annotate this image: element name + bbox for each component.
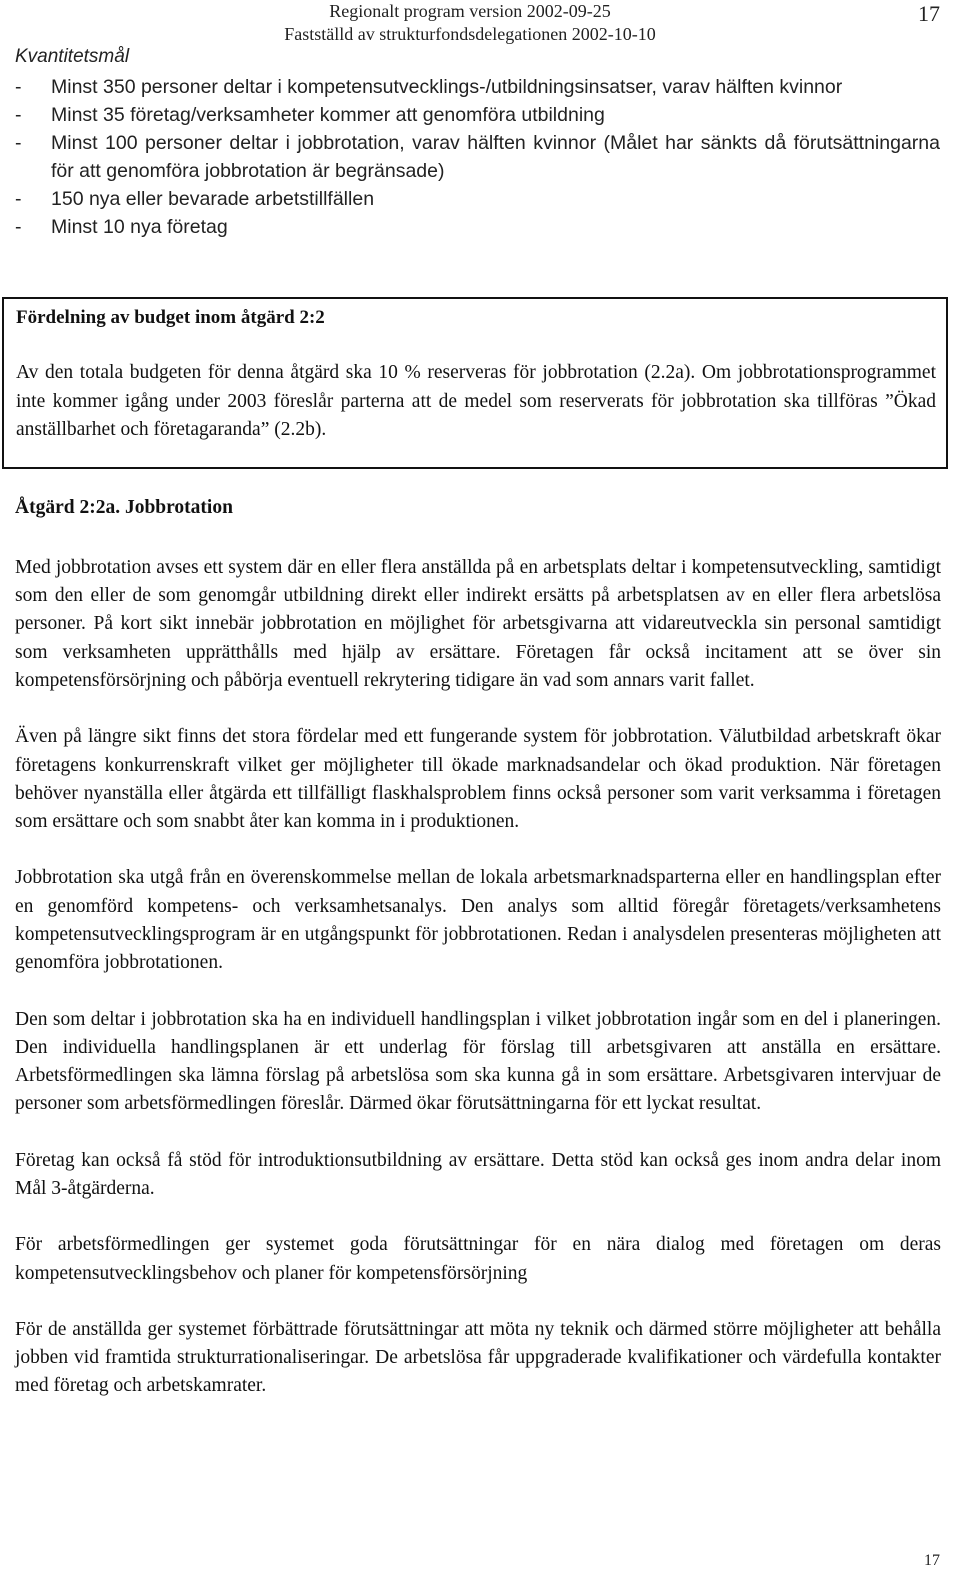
dash-marker: -	[15, 188, 22, 210]
body-paragraph: Även på längre sikt finns det stora fördelar med ett fungerande system för jobbrotation. Välutbildad arbetskraft ökar företagens konkurrenskraft vilket ger möjligheter till ökade marknadsandelar och ökad produktion. När företagen behöver nyanställa eller åtgärda ett tillfälligt flaskhalsproblem finns också personer som varit verksamma i företagen som ersättare och som snabbt åter kan komma in i produktionen.	[15, 726, 941, 832]
action-body	[15, 554, 941, 1429]
body-paragraph: Jobbrotation ska utgå från en överenskommelse mellan de lokala arbetsmarknadsparterna eller en handlingsplan efter en genomförd kompetens- och verksamhetsanalys. Den analys som alltid föregår företagets/verksamhetens kompetensutvecklingsprogram är en utgångspunkt för jobbrotationen. Redan i analysdelen presenteras möjligheten att genomföra jobbrotationen.	[15, 867, 941, 974]
budget-allocation-box	[2, 297, 948, 469]
page-header	[250, 0, 690, 46]
body-paragraph: Företag kan också få stöd för introduktionsutbildning av ersättare. Detta stöd kan också ges inom andra delar inom Mål 3-åtgärderna.	[15, 1149, 941, 1199]
page-number-top: 17	[918, 1, 940, 26]
body-paragraph: För arbetsförmedlingen ger systemet goda förutsättningar för en nära dialog med företagen om deras kompetensutvecklingsbehov och planer för kompetensförsörjning	[15, 1234, 941, 1284]
list-item	[15, 129, 940, 185]
quantitative-goals-list	[15, 73, 940, 241]
list-item-text: Minst 350 personer deltar i kompetensutvecklings-/utbildningsinsatser, varav hälften kvinnor	[51, 76, 843, 98]
list-item-text: 150 nya eller bevarade arbetstillfällen	[51, 188, 375, 210]
dash-marker: -	[15, 216, 22, 238]
dash-marker: -	[15, 76, 22, 98]
list-item	[15, 101, 940, 129]
page-number-bottom: 17	[924, 1552, 940, 1569]
list-item	[15, 73, 940, 101]
list-item-text: Minst 100 personer deltar i jobbrotation, varav hälften kvinnor (Målet har sänkts då förutsättningarna för att genomföra jobbrotation är begränsade)	[51, 132, 940, 182]
header-version-line: Regionalt program version 2002-09-25	[329, 1, 611, 21]
quantitative-goals-heading: Kvantitetsmål	[15, 46, 130, 67]
list-item	[15, 185, 940, 213]
dash-marker: -	[15, 132, 22, 154]
budget-heading: Fördelning av budget inom åtgärd 2:2	[16, 307, 325, 328]
body-paragraph: För de anställda ger systemet förbättrade förutsättningar att möta ny teknik och därmed större möjligheter att behålla jobben vid framtida strukturrationaliseringar. De arbetslösa får uppgraderade kvalifikationer och värdefulla kontakter med företag och arbetskamrater.	[15, 1319, 941, 1397]
body-paragraph: Med jobbrotation avses ett system där en eller flera anställda på en arbetsplats deltar i kompetensutveckling, samtidigt som den eller de som genomgår utbildning direkt eller indirekt ersätts på arbetsplatsen av en eller flera arbetslösa personer. På kort sikt innebär jobbrotation en möjlighet för arbetsgivarna att vidareutveckla sin personal samtidigt som verksamheten upprätthålls med hjälp av ersättare. Företagen får också incitament att se över sin kompetensförsörjning och påbörja eventuell rekrytering tidigare än vad som annars varit fallet.	[15, 557, 941, 691]
body-paragraph: Den som deltar i jobbrotation ska ha en individuell handlingsplan i vilket jobbrotation ingår som en del i planeringen. Den individuella handlingsplanen är ett underlag för förslag till arbetsgivaren att anställa en ersättare. Arbetsförmedlingen ska lämna förslag på arbetslösa som ska kunna gå in som ersättare. Arbetsgivaren intervjuar de personer som arbetsförmedlingen föreslår. Därmed ökar förutsättningarna för ett lyckat resultat.	[15, 1008, 941, 1115]
budget-text: Av den totala budgeten för denna åtgärd ska 10 % reserveras för jobbrotation (2.2a). Om jobbrotationsprogrammet inte kommer igång under 2003 föreslår parterna att de medel som reserverats för jobbrotation ska tillföras ”Ökad anställbarhet och företagaranda” (2.2b).	[16, 362, 936, 440]
list-item	[15, 213, 940, 241]
dash-marker: -	[15, 104, 22, 126]
action-heading: Åtgärd 2:2a. Jobbrotation	[15, 497, 233, 518]
list-item-text: Minst 10 nya företag	[51, 216, 228, 238]
list-item-text: Minst 35 företag/verksamheter kommer att genomföra utbildning	[51, 104, 605, 126]
header-approval-line: Fastställd av strukturfondsdelegationen 2002-10-10	[284, 24, 656, 44]
